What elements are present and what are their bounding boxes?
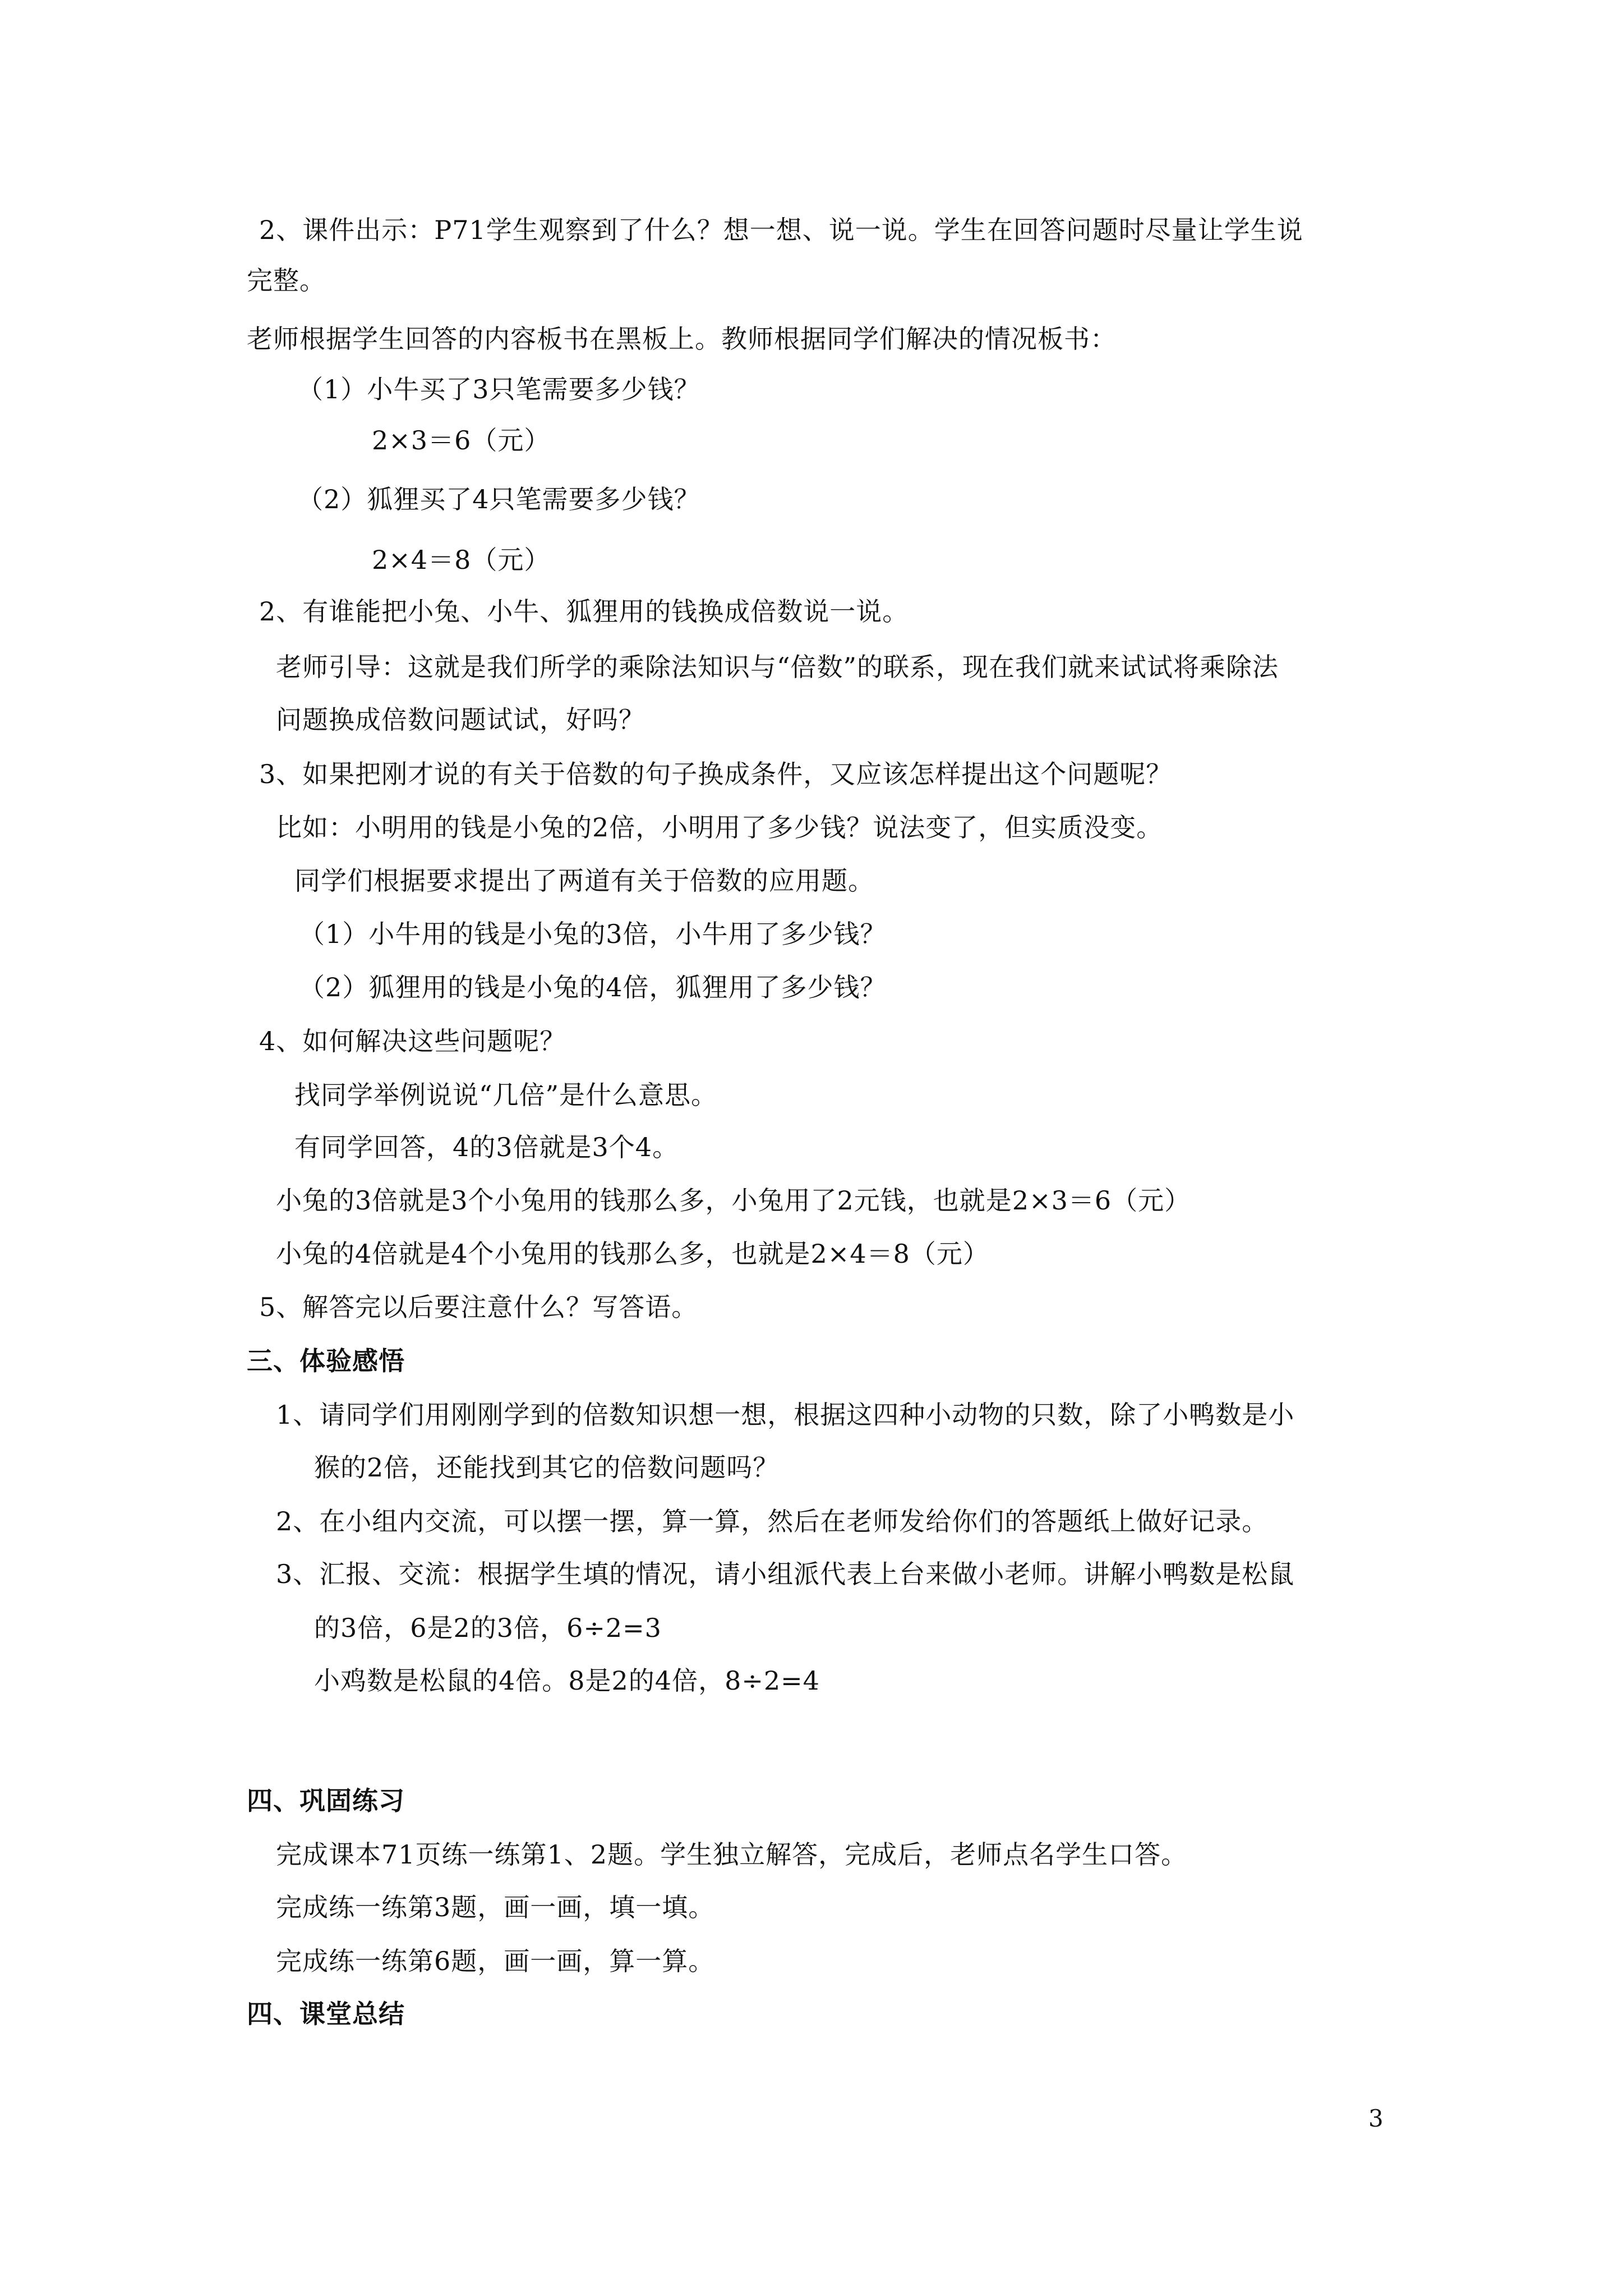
section-heading: 四、课堂总结 <box>247 1999 405 2029</box>
text-line: 小兔的3倍就是3个小兔用的钱那么多，小兔用了2元钱，也就是2×3＝6（元） <box>276 1185 1191 1216</box>
text-line: 完成课本71页练一练第1、2题。学生独立解答，完成后，老师点名学生口答。 <box>276 1839 1188 1870</box>
text-line: 1、请同学们用刚刚学到的倍数知识想一想，根据这四种小动物的只数，除了小鸭数是小 <box>276 1400 1295 1430</box>
text-line: 5、解答完以后要注意什么？写答语。 <box>259 1292 698 1322</box>
text-line: 2、课件出示：P71学生观察到了什么？想一想、说一说。学生在回答问题时尽量让学生说 <box>259 215 1303 245</box>
text-line: 3、如果把刚才说的有关于倍数的句子换成条件，又应该怎样提出这个问题呢？ <box>259 759 1173 789</box>
text-line: 老师根据学生回答的内容板书在黑板上。教师根据同学们解决的情况板书： <box>247 324 1117 354</box>
text-line: （2）狐狸用的钱是小兔的4倍，狐狸用了多少钱？ <box>299 972 887 1002</box>
text-line: 猴的2倍，还能找到其它的倍数问题吗？ <box>314 1452 780 1483</box>
text-line: 完成练一练第6题，画一画，算一算。 <box>276 1946 715 1976</box>
text-line: 2、有谁能把小兔、小牛、狐狸用的钱换成倍数说一说。 <box>259 596 909 627</box>
text-line: 找同学举例说说“几倍”是什么意思。 <box>294 1080 718 1110</box>
text-line: 同学们根据要求提出了两道有关于倍数的应用题。 <box>294 866 874 896</box>
text-line: 完整。 <box>247 265 326 296</box>
text-line: 有同学回答，4的3倍就是3个4。 <box>294 1132 679 1162</box>
page-number: 3 <box>1368 2105 1384 2132</box>
text-line: 完成练一练第3题，画一画，填一填。 <box>276 1892 715 1922</box>
text-line: 比如：小明用的钱是小兔的2倍，小明用了多少钱？说法变了，但实质没变。 <box>276 812 1163 843</box>
text-line: 2、在小组内交流，可以摆一摆，算一算，然后在老师发给你们的答题纸上做好记录。 <box>276 1506 1269 1536</box>
text-line: 2×3＝6（元） <box>372 425 551 455</box>
text-line: 4、如何解决这些问题呢？ <box>259 1026 566 1056</box>
section-heading: 三、体验感悟 <box>247 1346 405 1376</box>
text-line: 2×4＝8（元） <box>372 545 551 575</box>
text-line: 3、汇报、交流：根据学生填的情况，请小组派代表上台来做小老师。讲解小鸭数是松鼠 <box>276 1559 1295 1589</box>
section-heading: 四、巩固练习 <box>247 1786 405 1816</box>
text-line: （2）狐狸买了4只笔需要多少钱？ <box>297 484 700 514</box>
text-line: 的3倍，6是2的3倍，6÷2=3 <box>314 1613 662 1643</box>
text-line: （1）小牛买了3只笔需要多少钱？ <box>297 374 700 404</box>
text-line: （1）小牛用的钱是小兔的3倍，小牛用了多少钱？ <box>299 919 887 949</box>
text-line: 老师引导：这就是我们所学的乘除法知识与“倍数”的联系，现在我们就来试试将乘除法 <box>276 652 1279 682</box>
text-line: 小兔的4倍就是4个小兔用的钱那么多，也就是2×4＝8（元） <box>276 1239 989 1269</box>
text-line: 小鸡数是松鼠的4倍。8是2的4倍，8÷2=4 <box>314 1665 820 1696</box>
text-line: 问题换成倍数问题试试，好吗？ <box>276 705 645 735</box>
